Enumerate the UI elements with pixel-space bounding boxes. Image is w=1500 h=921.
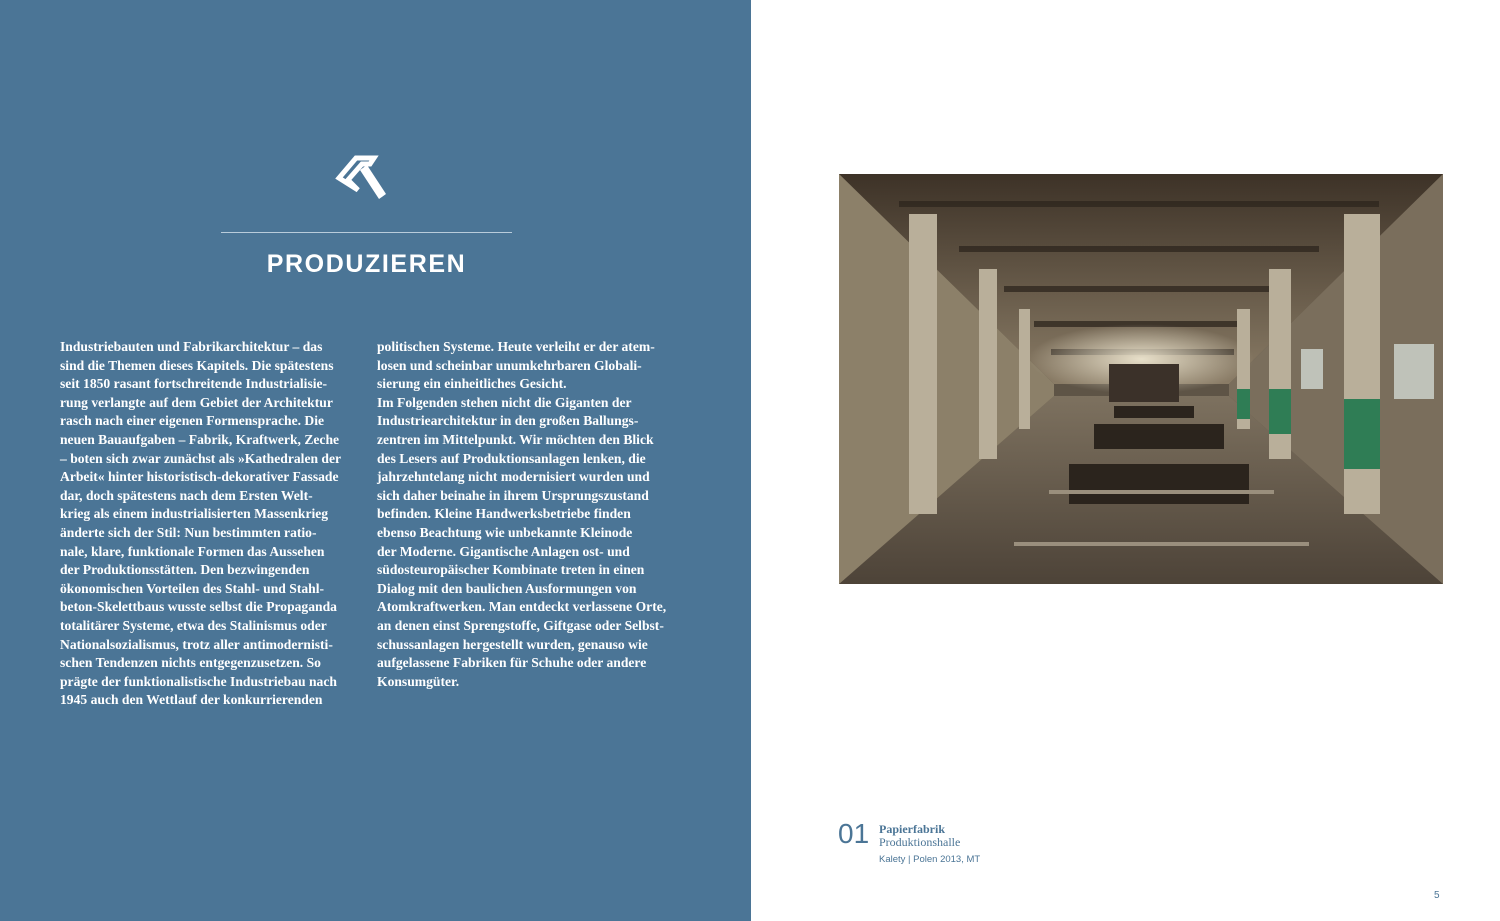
- body-text-line: 1945 auch den Wettlauf der konkurrierenden: [60, 692, 323, 708]
- body-text-line: sierung ein einheitliches Gesicht.: [377, 376, 567, 392]
- body-text-line: politischen Systeme. Heute verleiht er der atem-: [377, 339, 655, 354]
- caption-subtitle: Produktionshalle: [879, 835, 961, 849]
- body-text-line: prägte der funktionalistische Industriebau nach: [60, 673, 337, 689]
- body-text-line: schussanlagen hergestellt wurden, genauso wie: [377, 636, 648, 652]
- body-text-line: jahrzehntelang nicht modernisiert wurden und: [377, 469, 650, 485]
- body-text-line: krieg als einem industrialisierten Massenkrieg: [60, 506, 329, 522]
- body-text-line: des Lesers auf Produktionsanlagen lenken, die: [377, 450, 646, 466]
- page-number: 5: [1434, 890, 1440, 901]
- caption-title: Papierfabrik: [879, 822, 945, 836]
- body-text-line: dar, doch spätestens nach dem Ersten Welt-: [60, 487, 313, 503]
- body-text-line: Industriearchitektur in den großen Ballungs-: [377, 413, 639, 429]
- body-text-line: südosteuropäischer Kombinate treten in einen: [377, 562, 645, 578]
- body-text-line: ebenso Beachtung wie unbekannte Kleinode: [377, 524, 633, 540]
- body-text-line: Arbeit« hinter historistisch-dekorativer Fassade: [60, 469, 339, 485]
- body-text-line: rasch nach einer eigenen Formensprache. Die: [60, 413, 325, 429]
- body-text-line: rung verlangte auf dem Gebiet der Architektur: [60, 394, 333, 410]
- body-text-line: schen Tendenzen nichts entgegenzusetzen. So: [60, 655, 321, 671]
- body-text-line: an denen einst Sprengstoffe, Giftgase oder Selbst-: [377, 617, 664, 633]
- body-text-line: neuen Bauaufgaben – Fabrik, Kraftwerk, Zeche: [60, 431, 340, 447]
- hammer-icon: [334, 154, 390, 204]
- body-text-line: Dialog mit den baulichen Ausformungen von: [377, 580, 637, 596]
- body-text-line: änderte sich der Stil: Nun bestimmten ratio-: [60, 524, 317, 540]
- body-text-line: sind die Themen dieses Kapitels. Die spätestens: [60, 357, 334, 373]
- body-text-line: – boten sich zwar zunächst als »Kathedralen der: [60, 450, 342, 466]
- body-text-line: seit 1850 rasant fortschreitende Industrialisie-: [60, 376, 328, 392]
- body-text-line: sich daher beinahe in ihrem Ursprungszustand: [377, 487, 649, 503]
- body-text-line: nale, klare, funktionale Formen das Aussehen: [60, 543, 325, 559]
- title-divider: [221, 232, 512, 233]
- body-text-line: Konsumgüter.: [377, 673, 460, 689]
- body-text-line: totalitärer Systeme, etwa des Stalinismus oder: [60, 617, 327, 633]
- caption-number: 01: [838, 818, 870, 849]
- factory-hall-photo: [839, 174, 1443, 584]
- body-text-line: Industriebauten und Fabrikarchitektur – das: [60, 339, 323, 354]
- body-text-line: zentren im Mittelpunkt. Wir möchten den Blick: [377, 431, 654, 447]
- body-text-column-2: [377, 338, 689, 691]
- body-text-line: der Produktionsstätten. Den bezwingenden: [60, 562, 310, 578]
- body-text-line: beton-Skelettbaus wusste selbst die Propaganda: [60, 599, 337, 615]
- body-text-column-1: [60, 338, 372, 710]
- body-text-line: ökonomischen Vorteilen des Stahl- und Stahl-: [60, 580, 325, 596]
- body-text-line: Im Folgenden stehen nicht die Giganten der: [377, 394, 632, 410]
- caption-credit: Kalety | Polen 2013, MT: [879, 854, 981, 865]
- body-text-line: Nationalsozialismus, trotz aller antimodernisti-: [60, 636, 333, 652]
- body-text-line: losen und scheinbar unumkehrbaren Globali-: [377, 357, 642, 373]
- body-text-line: aufgelassene Fabriken für Schuhe oder andere: [377, 655, 647, 671]
- body-text-line: Atomkraftwerken. Man entdeckt verlassene Orte,: [377, 599, 667, 615]
- body-text-line: der Moderne. Gigantische Anlagen ost- und: [377, 543, 630, 559]
- chapter-title: PRODUZIEREN: [266, 250, 467, 278]
- body-text-line: befinden. Kleine Handwerksbetriebe finden: [377, 506, 631, 522]
